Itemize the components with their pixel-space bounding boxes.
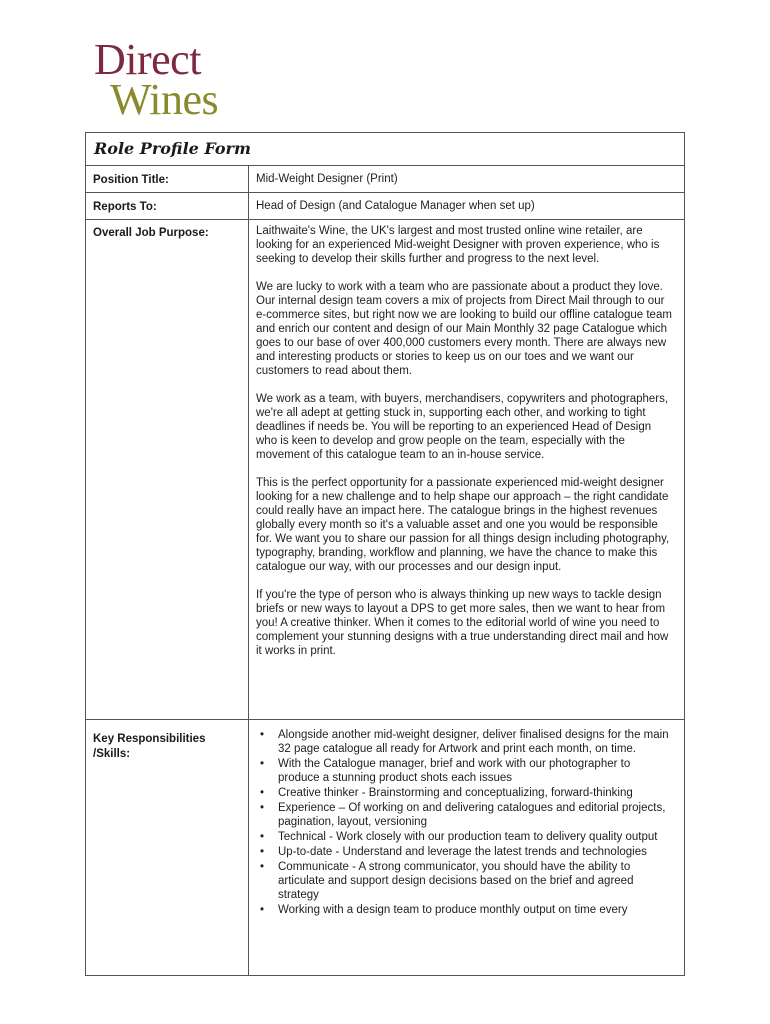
purpose-paragraph: Laithwaite's Wine, the UK's largest and most trusted online wine retailer, are looking for an experienced Mid-weight Designer with proven experience, who is seeking to develop their skills further and progress to the next level. [256,225,660,265]
responsibility-item: • Communicate - A strong communicator, you should have the ability to articulate and support design decisions based on the brief and agreed strategy [278,860,674,902]
responsibility-item: • Alongside another mid-weight designer, deliver finalised designs for the main 32 page catalogue all ready for Artwork and print each month, on time. [278,728,674,756]
position-title-label: Position Title: [86,166,249,192]
logo-line-direct: Direct [94,35,201,84]
responsibility-item: • Working with a design team to produce monthly output on time every [278,903,674,917]
responsibility-item: • Technical - Work closely with our production team to delivery quality output [278,830,674,844]
reports-to-value: Head of Design (and Catalogue Manager when set up) [256,200,535,212]
responsibility-item: • Experience – Of working on and delivering catalogues and editorial projects, pagination, layout, versioning [278,801,674,829]
responsibilities-row [86,720,684,976]
job-purpose-text [249,220,684,719]
role-profile-form [85,132,685,976]
purpose-paragraph: We are lucky to work with a team who are passionate about a product they love. Our internal design team covers a mix of projects from Direct Mail through to our e-commerce sites, but right now we are looking to build our offline catalogue team and enrich our content and design of our Main Monthly 32 page Catalogue which goes to our base of over 400,000 customers every month. There are always new and interesting products or stories to keep us on our toes and we want our customers to read about them. [256,281,672,377]
responsibilities-list-cell [249,720,684,976]
reports-to-row [86,193,684,220]
purpose-paragraph: This is the perfect opportunity for a passionate experienced mid-weight designer looking for a new challenge and to help shape our approach – the right candidate could really have an impact here. The catalogue brings in the highest revenues globally every month so it's a valuable asset and one you would be responsible for. We want you to share our passion for all things design including photography, typography, branding, workflow and planning, we have the chance to make this catalogue our way, with our processes and our design input. [256,477,670,573]
responsibilities-list [256,728,674,917]
reports-to-label: Reports To: [86,193,249,219]
responsibility-item: • With the Catalogue manager, brief and work with our photographer to produce a stunning product shots each issues [278,757,674,785]
responsibility-item: • Up-to-date - Understand and leverage the latest trends and technologies [278,845,674,859]
position-title-value: Mid-Weight Designer (Print) [256,173,398,185]
form-title: Role Profile Form [86,133,684,166]
direct-wines-logo [94,35,219,124]
job-purpose-label: Overall Job Purpose: [86,220,249,719]
responsibilities-label-line2: /Skills: [93,748,131,760]
logo-line-wines: Wines [110,75,219,124]
responsibilities-label [86,720,249,976]
position-title-row [86,166,684,193]
responsibility-item: • Creative thinker - Brainstorming and conceptualizing, forward-thinking [278,786,674,800]
purpose-paragraph: If you're the type of person who is always thinking up new ways to tackle design briefs or new ways to layout a DPS to get more sales, then we want to hear from you! A creative thinker. When it comes to the editorial world of wine you need to complement your stunning designs with a true understanding direct mail and how it works in print. [256,589,669,657]
purpose-paragraph: We work as a team, with buyers, merchandisers, copywriters and photographers, we're all adept at getting stuck in, supporting each other, and working to tight deadlines if needs be. You will be reporting to an experienced Head of Design who is keen to develop and grow people on the team, especially with the movement of this catalogue team to an in-house service. [256,393,669,461]
responsibilities-label-line1: Key Responsibilities [93,733,206,745]
job-purpose-row [86,220,684,720]
